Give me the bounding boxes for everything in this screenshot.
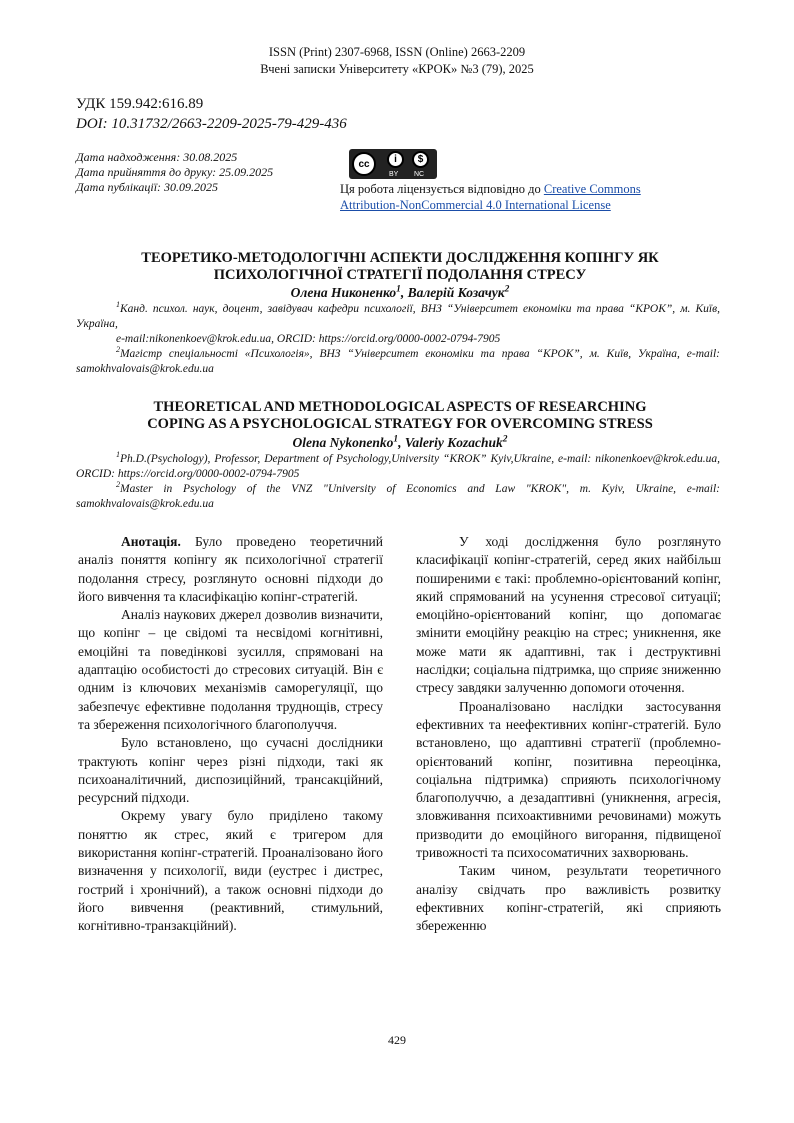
abstract-label: Анотація. xyxy=(121,534,181,549)
abstract-paragraph: Анотація. Було проведено теоретичний аналіз поняття копінгу як психологічної стратегії подолання стресу, розглянуто основні підходи до його вивчення та класифікацію копінг-стратегій. xyxy=(78,534,383,604)
title-ua xyxy=(70,250,730,284)
journal-header xyxy=(0,44,794,78)
cc-by-nc-badge[interactable] xyxy=(349,149,437,179)
udk-code: УДК 159.942:616.89 xyxy=(76,96,204,112)
affiliation-2-en: Master in Psychology of the VNZ "University of Economics and Law "KROK", m. Kyiv, Ukraine, e-mail: samokhvalovais@krok.edu.ua xyxy=(76,483,720,510)
publication-dates xyxy=(76,150,273,195)
abstract-paragraph: Проаналізовано наслідки застосування ефективних та неефективних копінг-стратегій. Було встановлено, що адаптивні стратегії (проблемно-орієнтований копінг, позитивна переоцінка, соціальна підтримка) сприяють психологічному благополуччю, а дезадаптивні (уникнення, агресія, зловживання психоактивними речовинами) можуть призводити до емоційного вигорання, підвищеної тривожності та психосоматичних захворювань. xyxy=(416,698,721,861)
affiliation-1: Канд. психол. наук, доцент, завідувач кафедри психології, ВНЗ “Університет економіки та права “КРОК”, м. Київ, Україна, xyxy=(76,303,720,330)
affiliation-2: Магістр спеціальності «Психологія», ВНЗ “Університет економіки та права “КРОК”, м. Київ, Україна, e-mail: samokhvalovais@krok.edu.ua xyxy=(76,348,720,375)
title-en xyxy=(70,399,730,433)
author-2-en: Valeriy Kozachuk xyxy=(404,435,503,450)
affiliation-1-en: Ph.D.(Psychology), Professor, Department of Psychology,University “KROK” Kyiv,Ukraine, e-mail: nikonenkoev@krok.edu.ua, ORCID: https://orcid.org/0000-0002-0794-7905 xyxy=(76,453,720,480)
title-ua-line1: ТЕОРЕТИКО-МЕТОДОЛОГІЧНІ АСПЕКТИ ДОСЛІДЖЕННЯ КОПІНГУ ЯК xyxy=(141,250,659,266)
title-ua-line2: ПСИХОЛОГІЧНОЇ СТРАТЕГІЇ ПОДОЛАННЯ СТРЕСУ xyxy=(213,267,587,283)
affiliations-en: $^1$Ph.D.(Psychology), Professor, Department of Psychology,University “KROK” Kyiv,Ukraine, e-mail: nikonenkoev@krok.edu.ua, ORCID: https://orcid.org/0000-0002-0794-7905 $^2$Master in Psychology of the VNZ "University of Economics and Law "KROK", m. Kyiv, Ukraine, e-mail: samokhvalovais@krok.edu.ua xyxy=(76,450,720,510)
page-number: 429 xyxy=(388,1033,406,1047)
abstract-paragraph: Таким чином, результати теоретичного аналізу свідчать про важливість розвитку ефективних копінг-стратегій, які сприяють збереженню xyxy=(416,863,721,934)
date-received: Дата надходження: 30.08.2025 xyxy=(76,150,238,164)
affiliations-ua: $^1$Канд. психол. наук, доцент, завідувач кафедри психології, ВНЗ “Університет економіки та права “КРОК”, м. Київ, Україна, e-mail:nikonenkoev@krok.edu.ua, ORCID: https://orcid.org/0000-0002-0794-7905 $^2$Магістр спеціальності «Психологія», ВНЗ “Університет економіки та права “КРОК”, м. Київ, Україна, e-mail: samokhvalovais@krok.edu.ua xyxy=(76,300,720,375)
author-1: Олена Никоненко xyxy=(290,285,397,300)
issn-line: ISSN (Print) 2307-6968, ISSN (Online) 2663-2209 xyxy=(268,45,526,59)
abstract-paragraph: Окрему увагу було приділено такому поняттю як стрес, який є тригером для використання копінг-стратегій. Проаналізовано його визначення у психології, види (еустрес і дистрес, гострий і хронічний), а також основні підходи до його вивчення (реактивний, стимульний, когнітивно-транзакційний). xyxy=(78,808,383,934)
doi[interactable]: DOI: 10.31732/2663-2209-2025-79-429-436 xyxy=(76,116,347,132)
abstract-paragraph: Було встановлено, що сучасні дослідники трактують копінг через різні підходи, такі як психоаналітичний, диспозиційний, трансакційний, ресурсний підходи. xyxy=(78,735,383,806)
title-en-line2: COPING AS A PSYCHOLOGICAL STRATEGY FOR OVERCOMING STRESS xyxy=(147,416,653,432)
date-accepted: Дата прийняття до друку: 25.09.2025 xyxy=(76,165,274,179)
authors-ua: Олена Никоненко$^1$, Валерій Козачук$^2$ xyxy=(290,284,510,300)
author-2: Валерій Козачук xyxy=(407,285,505,300)
abstract-paragraph: Аналіз наукових джерел дозволив визначити, що копінг – це свідомі та несвідомі когнітивні, емоційні та поведінкові зусилля, спрямовані на адаптацію особистості до стресових ситуацій. Він є одним із ключових механізмів саморегуляції, що забезпечує ефективне подолання труднощів, стресу та збереження психологічного благополуччя. xyxy=(78,607,383,732)
by-label: BY xyxy=(389,171,399,178)
authors-en: Olena Nykonenko$^1$, Valeriy Kozachuk$^2$ xyxy=(292,434,508,450)
journal-issue-line: Вчені записки Університету «КРОК» №3 (79), 2025 xyxy=(260,62,534,76)
license-notice xyxy=(340,181,700,213)
title-en-line1: THEORETICAL AND METHODOLOGICAL ASPECTS OF RESEARCHING xyxy=(153,399,647,415)
cc-icon: cc xyxy=(352,152,376,176)
abstract-right-column xyxy=(416,533,721,936)
date-published: Дата публікації: 30.09.2025 xyxy=(76,180,219,194)
noncommercial-icon: $ xyxy=(412,151,429,168)
author-1-en: Olena Nykonenko xyxy=(292,435,394,450)
abstract-left-column xyxy=(78,533,383,936)
license-text: Ця робота ліцензується відповідно до xyxy=(340,182,544,196)
nc-label: NC xyxy=(414,171,425,178)
license-link[interactable]: Creative Commons Attribution-NonCommercial 4.0 International License xyxy=(340,182,641,212)
abstract-paragraph: У ході дослідження було розглянуто класифікації копінг-стратегій, серед яких найбільш поширеними є такі: проблемно-орієнтований копінг, який спрямований на усунення стресової ситуації; емоційно-орієнтований копінг, що допомагає змінити емоційну реакцію на стрес; уникнення, яке може мати як адаптивні, так і деструктивні наслідки; соціальна підтримка, що сприяє зниженню стресу завдяки залученню допомоги оточення. xyxy=(416,534,721,696)
affiliation-1-contact: e-mail:nikonenkoev@krok.edu.ua, ORCID: https://orcid.org/0000-0002-0794-7905 xyxy=(116,333,501,345)
attribution-icon: i xyxy=(387,151,404,168)
